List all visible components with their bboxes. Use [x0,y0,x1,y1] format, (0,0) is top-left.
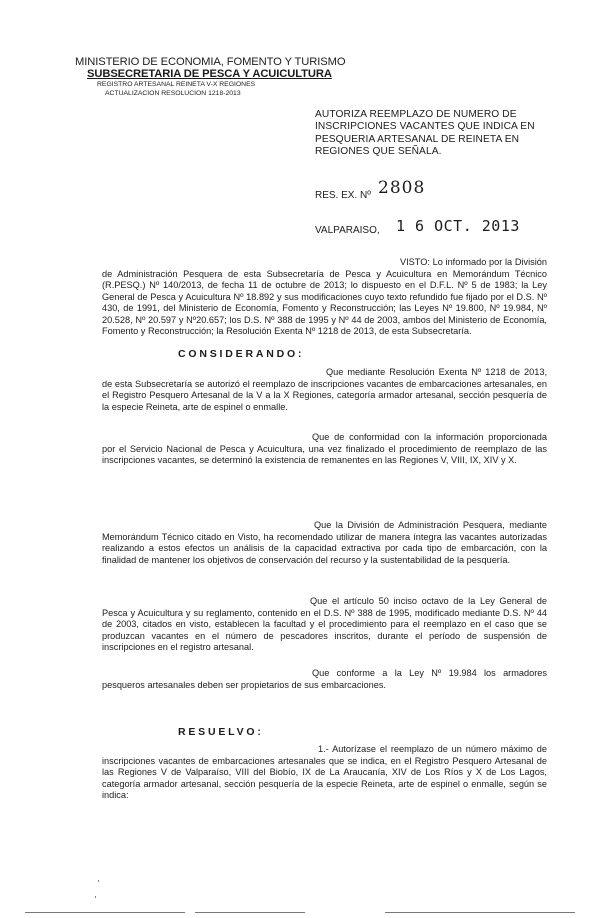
visto-text: VISTO: Lo informado por la División de Administración Pesquera de esta Subsecretaría de Pesca y Acuicultura en Memorándum Técnico (R.PESQ.) Nº 140/2013, de fecha 11 de octubre de 2013; lo dispuesto en el D.F.L. Nº 5 de 1983; la Ley General de Pesca y Acuicultura Nº 18.892 y sus modificaciones cuyo texto refundido fue fijado por el D.S. Nº 430, de 1991, del Ministerio de Economía, Fomento y Reconstrucción; las Leyes Nº 19.800, Nº 19.984, Nº 20.528, Nº 20.597 y Nº20.657; los D.S. Nº 388 de 1995 y Nº 44 de 2003, ambos del Ministerio de Economía, Fomento y Reconstrucción; la Resolución Exenta Nº 1218 de 2013, de esta Subsecretaría. [102,257,547,336]
scan-mark [98,880,99,882]
resuelvo-item [102,744,547,802]
scan-mark [95,896,96,898]
considerando-item-text: Que el artículo 50 inciso octavo de la Ley General de Pesca y Acuicultura y su reglamento, contenido en el D.S. Nº 388 de 1995, modificado mediante D.S. Nº 44 de 2003, citados en visto, establecen la facultad y el procedimiento para el reemplazo en el caso que se produzcan vacantes en el número de pescadores inscritos, durante el período de suspensión de inscripciones en el registro artesanal. [102,596,547,652]
scan-edge-line [385,912,575,913]
scan-edge-line [195,912,305,913]
considerando-item [102,432,547,467]
registro-line: REGISTRO ARTESANAL REINETA V-X REGIONES [97,81,256,88]
actualizacion-line: ACTUALIZACION RESOLUCION 1218-2013 [105,90,241,97]
resuelvo-heading: RESUELVO: [178,726,264,738]
considerando-item-text: Que mediante Resolución Exenta Nº 1218 de 2013, de esta Subsecretaría se autorizó el reemplazo de inscripciones vacantes de embarcaciones artesanales, en el Registro Pesquero Artesanal de la V a la X Regiones, categoría armador artesanal, sección pesquería de la especie Reineta, arte de espinel o enmalle. [102,367,547,412]
considerando-item-text: Que de conformidad con la información proporcionada por el Servicio Nacional de Pesca y Acuicultura, una vez finalizado el procedimiento de reemplazo de las inscripciones vacantes, se determinó la existencia de remanentes en las Regiones V, VIII, IX, XIV y X. [102,432,547,465]
resolution-date: 1 6 OCT. 2013 [396,217,520,235]
resuelvo-item-text: 1.- Autorízase el reemplazo de un número máximo de inscripciones vacantes de embarcaciones artesanales que se indica, en el Registro Pesquero Artesanal de las Regiones V de Valparaíso, VIII del Biobío, IX de La Araucanía, XIV de Los Ríos y X de Los Lagos, categoría armador artesanal, sección pesquería de la especie Reineta, arte de espinel o enmalle, según se indica: [102,744,547,800]
considerando-item [102,596,547,654]
considerando-item [102,668,547,691]
considerando-item-text: Que conforme a la Ley Nº 19.984 los armadores pesqueros artesanales deben ser propietarios de sus embarcaciones. [102,668,547,690]
place-label: VALPARAISO, [315,225,380,236]
considerando-heading: CONSIDERANDO: [178,348,305,360]
considerando-item [102,367,547,413]
visto-paragraph [102,257,547,338]
resolution-number-label: RES. EX. Nº [315,190,371,201]
resolution-subject: AUTORIZA REEMPLAZO DE NUMERO DE INSCRIPCIONES VACANTES QUE INDICA EN PESQUERIA ARTESANAL DE REINETA EN REGIONES QUE SEÑALA. [315,109,535,157]
considerando-item-text: Que la División de Administración Pesquera, mediante Memorándum Técnico citado en Visto, ha recomendado utilizar de manera íntegra las vacantes autorizadas realizando a estos efectos un análisis de la capacidad extractiva por cada tipo de embarcación, con la finalidad de mantener los objetivos de conservación del recurso y la sustentabilidad de la pesquería. [102,520,547,565]
considerando-item [102,520,547,566]
subsecretaria-name: SUBSECRETARIA DE PESCA Y ACUICULTURA [87,68,332,80]
ministry-name: MINISTERIO DE ECONOMIA, FOMENTO Y TURISMO [75,56,346,68]
scan-edge-line [25,912,185,913]
resolution-number: 2808 [378,178,426,198]
